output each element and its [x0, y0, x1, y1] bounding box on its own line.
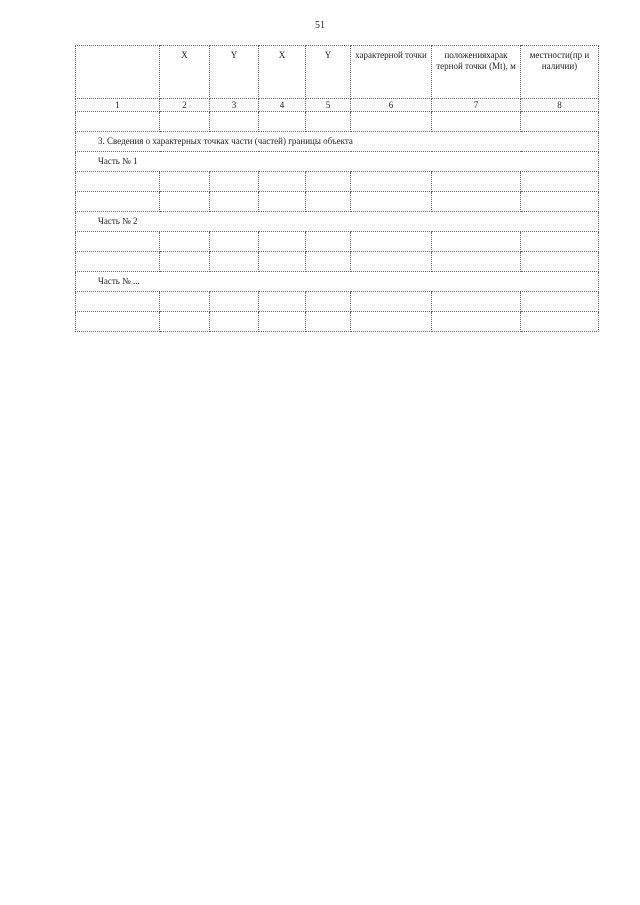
header-cell: Y	[210, 46, 259, 99]
header-cell	[76, 46, 160, 99]
column-number: 8	[521, 99, 599, 112]
page-number: 51	[315, 20, 325, 31]
part-label: Часть № ...	[76, 272, 599, 292]
section-title-row	[76, 132, 599, 152]
table-row	[76, 292, 599, 312]
header-cell: X	[259, 46, 306, 99]
part-row	[76, 212, 599, 232]
coordinates-table	[75, 45, 599, 332]
table-row	[76, 252, 599, 272]
column-number: 2	[160, 99, 210, 112]
table-row	[76, 192, 599, 212]
part-row	[76, 152, 599, 172]
column-number: 3	[210, 99, 259, 112]
table-row	[76, 312, 599, 332]
header-cell: положенияхарак терной точки (Mt), м	[432, 46, 521, 99]
column-number-row	[76, 99, 599, 112]
column-number: 1	[76, 99, 160, 112]
header-cell: местности(пр и наличии)	[521, 46, 599, 99]
column-number: 4	[259, 99, 306, 112]
header-cell: характерной точки	[351, 46, 432, 99]
column-number: 6	[351, 99, 432, 112]
table-header-row	[76, 46, 599, 99]
part-label: Часть № 1	[76, 152, 599, 172]
column-number: 5	[306, 99, 351, 112]
part-label: Часть № 2	[76, 212, 599, 232]
section-title: 3. Сведения о характерных точках части (частей) границы объекта	[76, 132, 599, 152]
header-cell: Y	[306, 46, 351, 99]
table-row	[76, 172, 599, 192]
header-cell: X	[160, 46, 210, 99]
table-row	[76, 112, 599, 132]
table-row	[76, 232, 599, 252]
column-number: 7	[432, 99, 521, 112]
part-row	[76, 272, 599, 292]
